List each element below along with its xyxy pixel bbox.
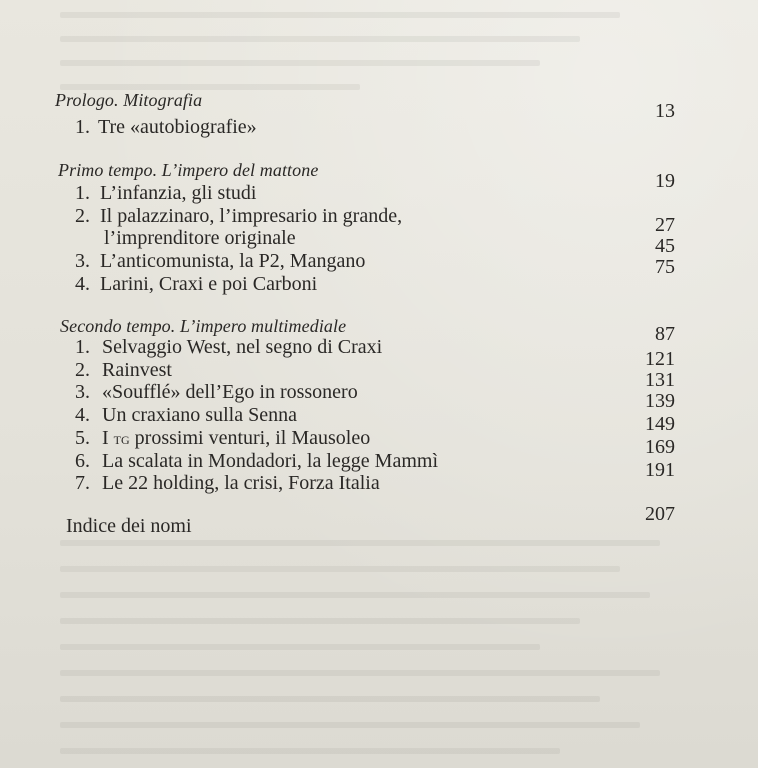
toc-entry bbox=[70, 450, 758, 481]
entry-title bbox=[102, 428, 370, 449]
page-number: 131 bbox=[645, 369, 675, 391]
entry-number: 3. bbox=[75, 250, 90, 272]
entry-number: 4. bbox=[75, 404, 90, 426]
section-title-primo-tempo: Primo tempo. L’impero del mattone bbox=[58, 160, 319, 180]
entry-title: Larini, Craxi e poi Carboni bbox=[100, 273, 318, 295]
toc-entry bbox=[70, 170, 758, 204]
page-number: 87 bbox=[655, 323, 675, 345]
show-through-line bbox=[60, 618, 580, 624]
show-through-line bbox=[60, 60, 540, 66]
page-number: 169 bbox=[645, 436, 675, 458]
entry-title-smallcaps: tg bbox=[113, 429, 130, 448]
page-number: 75 bbox=[655, 256, 675, 278]
entry-title-pre: I bbox=[102, 427, 114, 449]
page-number: 121 bbox=[645, 348, 675, 370]
entry-title: Il palazzinaro, l’impresario in grande, bbox=[100, 205, 403, 227]
page-number: 13 bbox=[655, 100, 675, 122]
entry-title: La scalata in Mondadori, la legge Mammì bbox=[102, 450, 439, 472]
entry-title: Selvaggio West, nel segno di Craxi bbox=[102, 336, 383, 358]
entry-number: 6. bbox=[75, 450, 90, 472]
show-through-line bbox=[60, 722, 640, 728]
page-number: 207 bbox=[645, 503, 675, 525]
section-title-secondo-tempo: Secondo tempo. L’impero multimediale bbox=[60, 316, 347, 336]
entry-number: 4. bbox=[75, 273, 90, 295]
entry-title: Un craxiano sulla Senna bbox=[102, 404, 297, 426]
show-through-line bbox=[60, 748, 560, 754]
entry-number: 1. bbox=[75, 182, 90, 204]
entry-title-post: prossimi venturi, il Mausoleo bbox=[129, 427, 371, 449]
entry-number: 5. bbox=[75, 427, 90, 449]
page-number: 139 bbox=[645, 390, 675, 412]
entry-number: 7. bbox=[75, 472, 90, 494]
show-through-line bbox=[60, 36, 580, 42]
entry-number: 3. bbox=[75, 381, 90, 403]
entry-title-continuation: l’imprenditore originale bbox=[104, 227, 296, 249]
entry-number: 2. bbox=[75, 359, 90, 381]
page-number: 45 bbox=[655, 235, 675, 257]
show-through-line bbox=[60, 592, 650, 598]
toc-entry bbox=[70, 473, 758, 494]
page-number: 191 bbox=[645, 459, 675, 481]
toc-entry bbox=[70, 427, 758, 458]
entry-title: «Soufflé» dell’Ego in rossonero bbox=[102, 381, 358, 403]
show-through-line bbox=[60, 644, 540, 650]
entry-title: Rainvest bbox=[102, 359, 172, 381]
toc-entry bbox=[70, 117, 758, 138]
entry-number: 1. bbox=[75, 116, 90, 138]
page-number: 19 bbox=[655, 170, 675, 192]
show-through-line bbox=[60, 540, 660, 546]
show-through-line bbox=[60, 566, 620, 572]
toc-entry bbox=[70, 381, 758, 412]
show-through-line bbox=[60, 696, 600, 702]
entry-title: L’anticomunista, la P2, Mangano bbox=[100, 250, 366, 272]
entry-title: Le 22 holding, la crisi, Forza Italia bbox=[102, 472, 380, 494]
index-title: Indice dei nomi bbox=[66, 515, 192, 537]
entry-title: L’infanzia, gli studi bbox=[100, 182, 257, 204]
entry-number: 2. bbox=[75, 205, 90, 227]
page-number: 149 bbox=[645, 413, 675, 435]
show-through-line bbox=[60, 670, 660, 676]
show-through-line bbox=[60, 12, 620, 18]
section-title-prologo: Prologo. Mitografia bbox=[55, 90, 203, 110]
toc-entry bbox=[70, 404, 758, 435]
entry-number: 1. bbox=[75, 336, 90, 358]
page-number: 27 bbox=[655, 214, 675, 236]
entry-title: Tre «autobiografie» bbox=[98, 116, 257, 138]
